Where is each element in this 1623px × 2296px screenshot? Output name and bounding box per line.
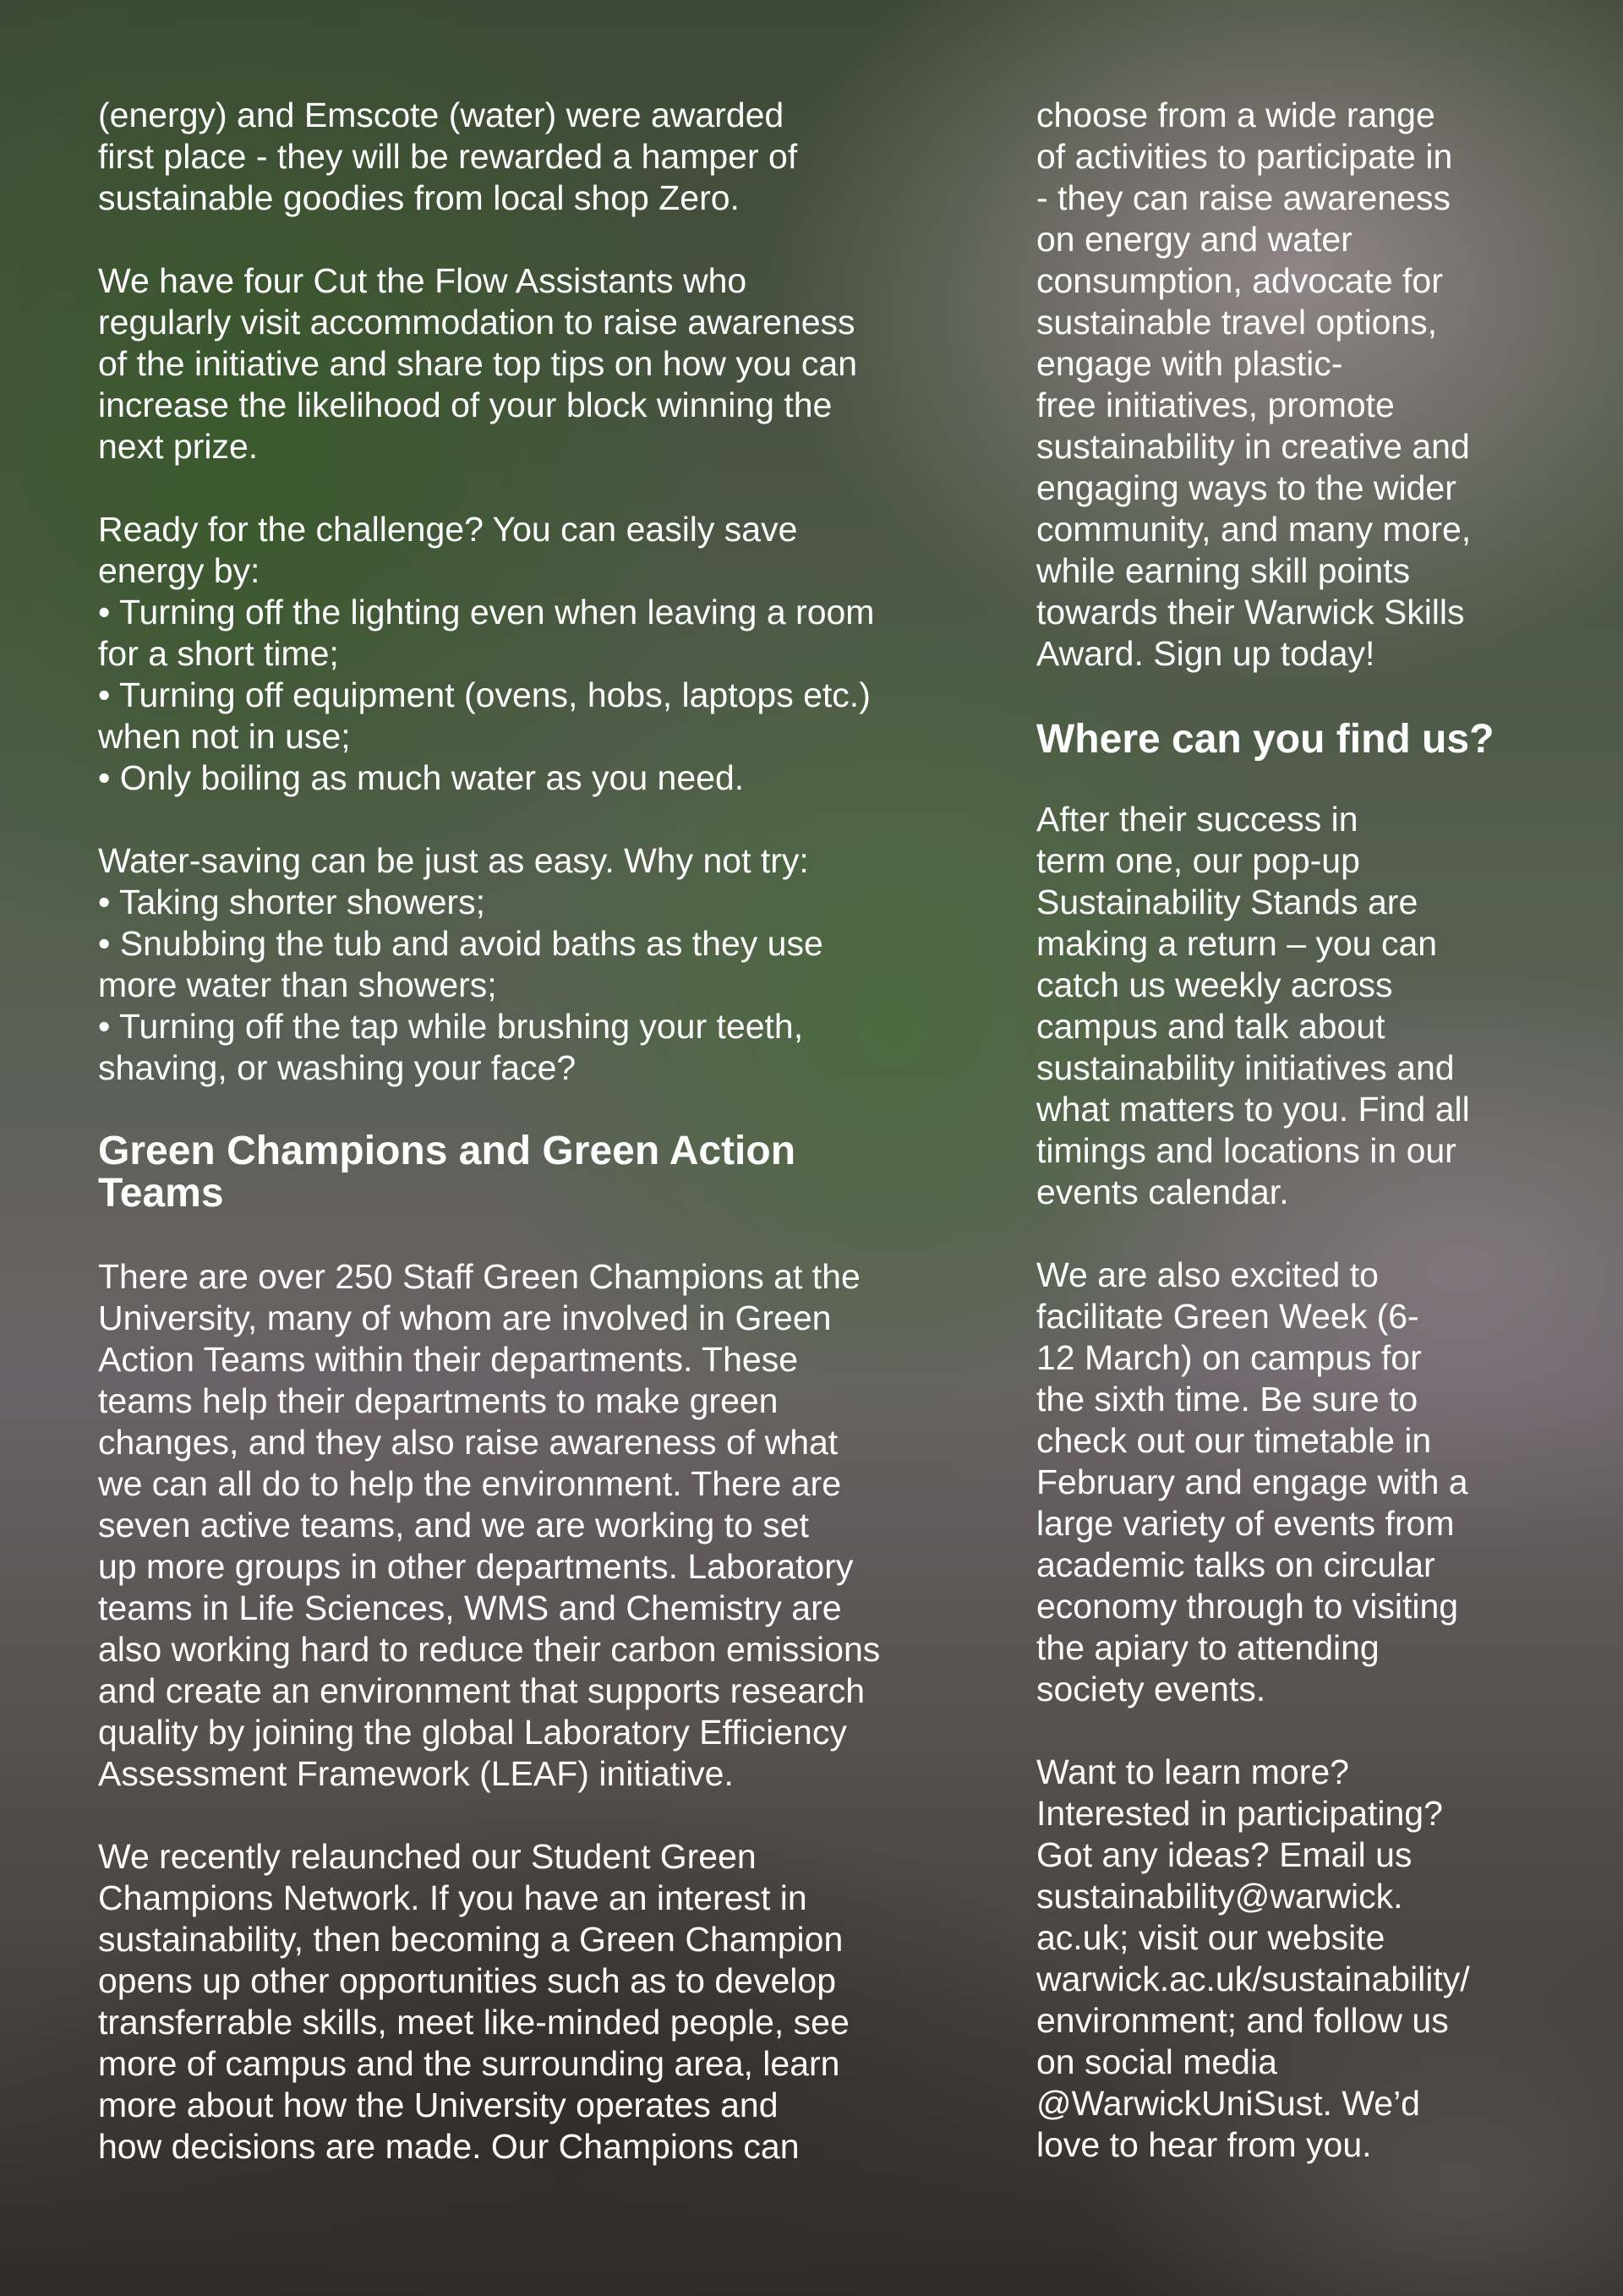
cut-the-flow-winners-paragraph: (energy) and Emscote (water) were awarded first place - they will be rewarded a hamper of sustainable goodies from local shop Zero. bbox=[98, 96, 798, 217]
green-week-paragraph: We are also excited to facilitate Green Week (6- 12 March) on campus for the sixth time. Be sure to check out our timetable in February and engage with a large variety of events from academic talks on circular economy through to visiting the apiary to attending society events. bbox=[1036, 1255, 1468, 1708]
where-to-find-us-heading: Where can you find us? bbox=[1036, 717, 1495, 762]
energy-saving-tips: Ready for the challenge? You can easily save energy by: • Turning off the lighting even when leaving a room for a short time; • Turning off equipment (ovens, hobs, laptops etc.) when not in use; • Only boiling as much water as you need. bbox=[98, 510, 875, 797]
sustainability-stands-paragraph: After their success in term one, our pop-up Sustainability Stands are making a return – you can catch us weekly across campus and talk about sustainability initiatives and what matters to you. Find all timings and locations in our events calendar. bbox=[1036, 800, 1470, 1211]
champions-activities-paragraph: choose from a wide range of activities to participate in - they can raise awareness on energy and water consumption, advocate for sustainable travel options, engage with plastic- free initiatives, promote sustainability in creative and engaging ways to the wider community, and many more, while earning skill points towards their Warwick Skills Award. Sign up today! bbox=[1036, 96, 1472, 673]
left-column bbox=[98, 95, 977, 2209]
staff-green-champions-paragraph: There are over 250 Staff Green Champions at the University, many of whom are involved in Green Action Teams within their departments. These teams help their departments to make green changes, and they also raise awareness of what we can all do to help the environment. There are seven active teams, and we are working to set up more groups in other departments. Laboratory teams in Life Sciences, WMS and Chemistry are also working hard to reduce their carbon emissions and create an environment that supports research quality by joining the global Laboratory Efficiency Assessment Framework (LEAF) initiative. bbox=[98, 1257, 881, 1793]
right-column bbox=[1036, 95, 1544, 2207]
water-saving-tips: Water-saving can be just as easy. Why not try: • Taking shorter showers; • Snubbing the tub and avoid baths as they use more water than showers; • Turning off the tap while brushing your teeth, shaving, or washing your face? bbox=[98, 841, 823, 1087]
student-green-champions-paragraph: We recently relaunched our Student Green Champions Network. If you have an interest in sustainability, then becoming a Green Champion opens up other opportunities such as to develop transferrable skills, meet like-minded people, see more of campus and the surrounding area, learn more about how the University operates and how decisions are made. Our Champions can bbox=[98, 1837, 850, 2166]
cut-the-flow-assistants-paragraph: We have four Cut the Flow Assistants who regularly visit accommodation to raise awareness of the initiative and share top tips on how you can increase the likelihood of your block winning the next prize. bbox=[98, 261, 858, 466]
contact-paragraph: Want to learn more? Interested in participating? Got any ideas? Email us sustainability@warwick. ac.uk; visit our website warwick.ac.uk/sustainability/ environment; and follow us on social media @WarwickUniSust. We’d love to hear from you. bbox=[1036, 1752, 1470, 2164]
green-champions-heading: Green Champions and Green Action Teams bbox=[98, 1129, 796, 1216]
